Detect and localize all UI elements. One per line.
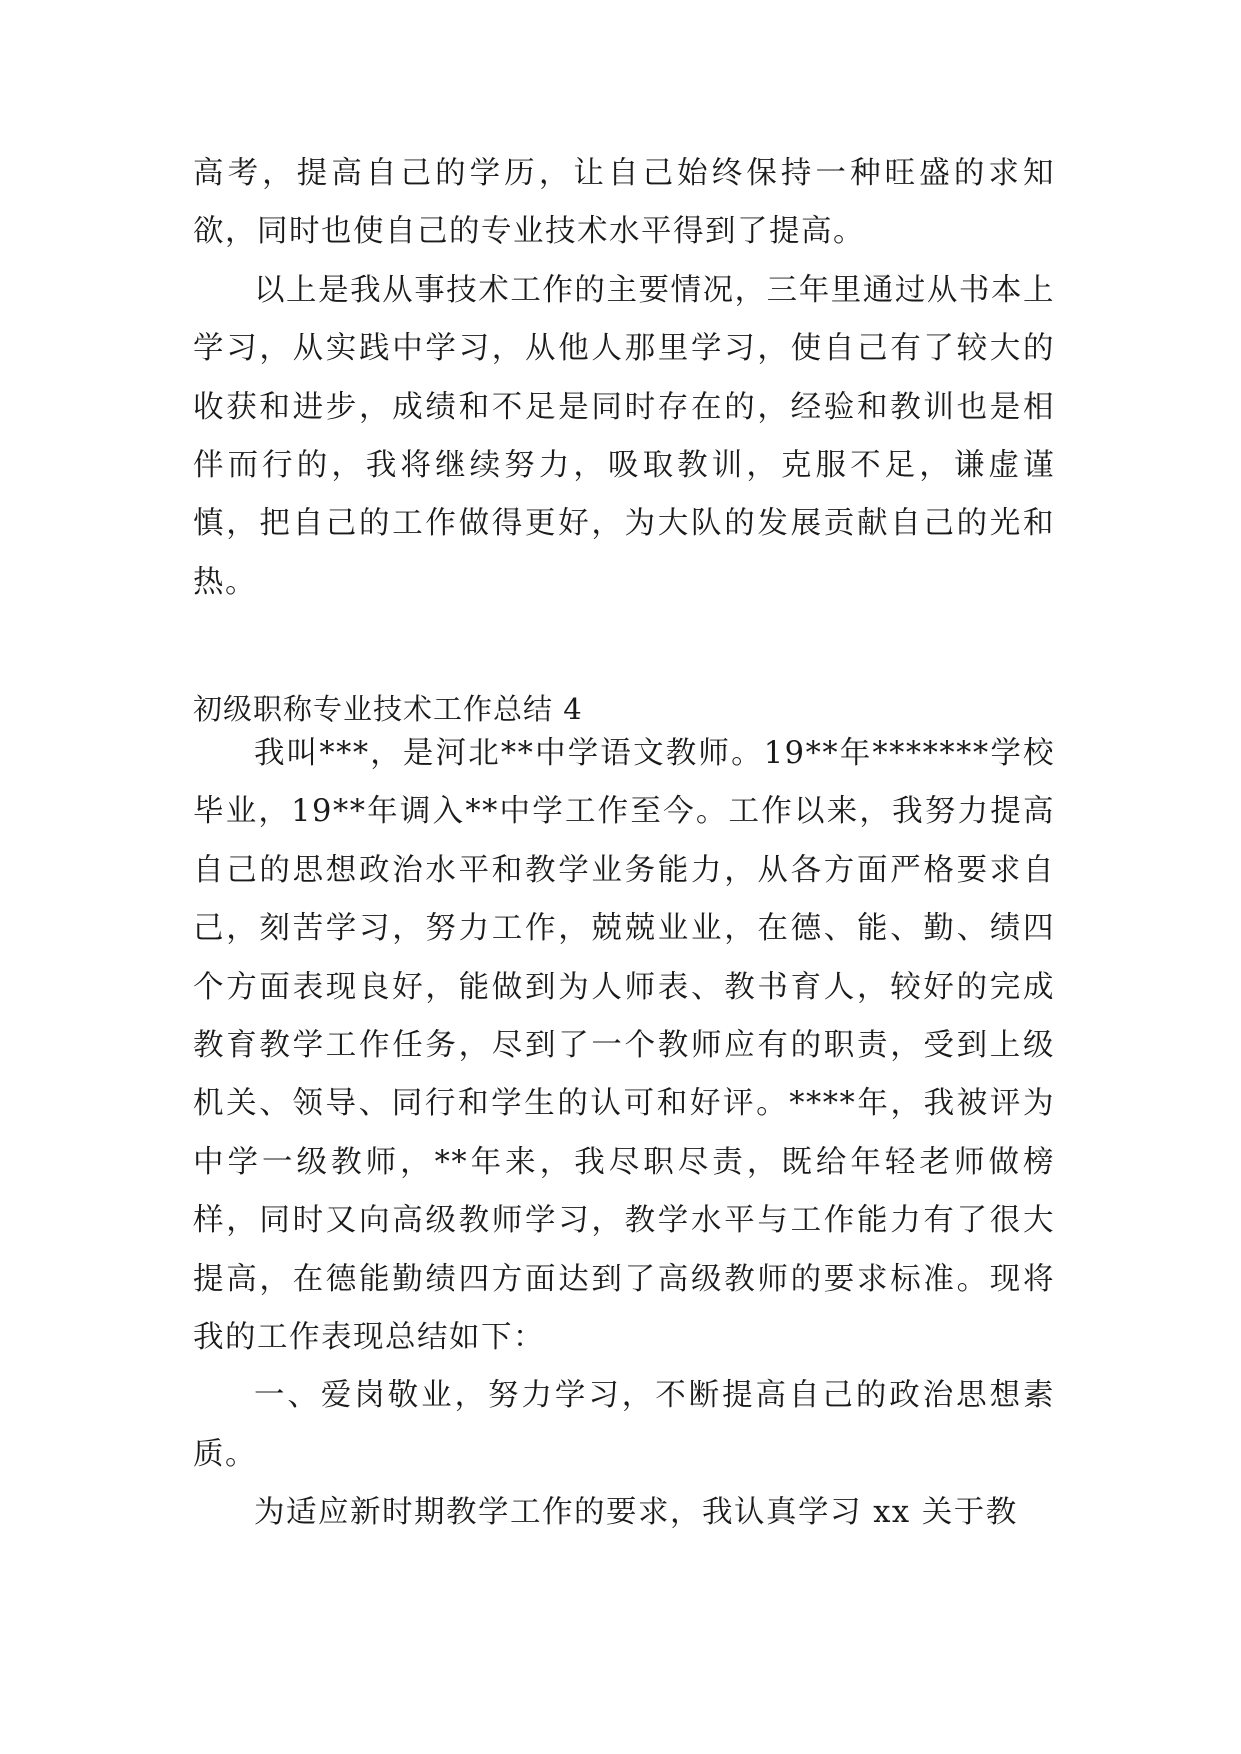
paragraph-introduction: 我叫***，是河北**中学语文教师。19**年*******学校毕业，19**年调入**中学工作至今。工作以来，我努力提高自己的思想政治水平和教学业务能力，从各方面严格要求自己，刻苦学习，努力工作，兢兢业业，在德、能、勤、绩四个方面表现良好，能做到为人师表、教书育人，较好的完成教育教学工作任务，尽到了一个教师应有的职责，受到上级机关、领导、同行和学生的认可和好评。****年，我被评为中学一级教师，**年来，我尽职尽责，既给年轻老师做榜样，同时又向高级教师学习，教学水平与工作能力有了很大提高，在德能勤绩四方面达到了高级教师的要求标准。现将我的工作表现总结如下：: [193, 736, 1055, 1356]
text-block-top: [193, 145, 1055, 612]
text-block-lower: [193, 725, 1055, 1543]
paragraph-summary: 以上是我从事技术工作的主要情况，三年里通过从书本上学习，从实践中学习，从他人那里学习，使自己有了较大的收获和进步，成绩和不足是同时存在的，经验和教训也是相伴而行的，我将继续努力，吸取教训，克服不足，谦虚谨慎，把自己的工作做得更好，为大队的发展贡献自己的光和热。: [193, 272, 1055, 600]
paragraph-learning: 为适应新时期教学工作的要求，我认真学习 xx 关于教: [254, 1495, 1018, 1531]
paragraph-point-one: 一、爱岗敬业，努力学习，不断提高自己的政治思想素质。: [193, 1378, 1055, 1472]
section-heading: 初级职称专业技术工作总结 4: [193, 692, 583, 726]
paragraph-continuation: 高考，提高自己的学历，让自己始终保持一种旺盛的求知欲，同时也使自己的专业技术水平得到了提高。: [193, 156, 1055, 250]
